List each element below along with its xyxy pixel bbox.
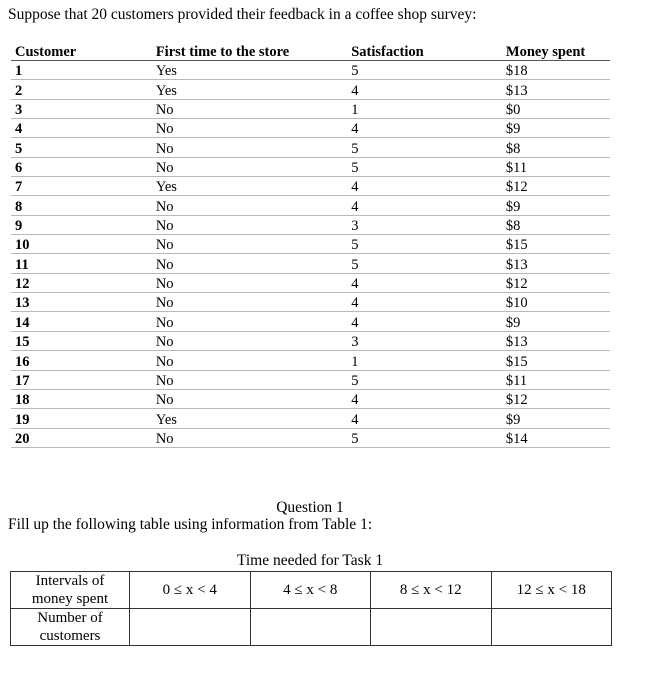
intervals-label: [11, 572, 130, 609]
count-label-line2: customers: [39, 628, 101, 644]
table-row: [11, 216, 610, 235]
count-answer-cell[interactable]: [371, 609, 492, 646]
cell-customer: 5: [15, 140, 23, 157]
count-answer-cell[interactable]: [130, 609, 251, 646]
cell-first-time: No: [155, 218, 174, 235]
cell-satisfaction: 4: [351, 121, 359, 138]
cell-first-time: Yes: [155, 82, 177, 99]
table-row: [11, 138, 610, 157]
table-row: [11, 119, 610, 138]
cell-first-time: Yes: [155, 411, 177, 428]
question-title: Question 1: [276, 499, 344, 516]
cell-customer: 1: [15, 63, 23, 80]
cell-first-time: No: [155, 314, 174, 331]
count-answer-cell[interactable]: [250, 609, 371, 646]
cell-first-time: No: [155, 237, 174, 254]
cell-customer: 11: [15, 256, 29, 273]
cell-satisfaction: 5: [351, 430, 359, 447]
cell-money-spent: $9: [505, 411, 521, 428]
cell-satisfaction: 1: [351, 353, 359, 370]
cell-first-time: No: [155, 102, 174, 119]
cell-satisfaction: 5: [351, 140, 359, 157]
cell-satisfaction: 5: [351, 256, 359, 273]
cell-customer: 12: [15, 276, 30, 293]
intervals-label-line2: money spent: [31, 591, 109, 607]
cell-satisfaction: 4: [351, 179, 359, 196]
header-customer: Customer: [15, 44, 77, 60]
cell-first-time: No: [155, 256, 174, 273]
cell-money-spent: $8: [505, 218, 521, 235]
cell-first-time: No: [155, 372, 174, 389]
cell-first-time: No: [155, 430, 174, 447]
cell-first-time: No: [155, 276, 174, 293]
cell-customer: 18: [15, 392, 30, 409]
cell-money-spent: $15: [505, 237, 528, 254]
cell-first-time: No: [155, 198, 174, 215]
survey-table: [11, 41, 610, 448]
answer-table: [10, 571, 612, 646]
cell-money-spent: $9: [505, 121, 521, 138]
cell-money-spent: $14: [505, 430, 528, 447]
cell-customer: 13: [15, 295, 30, 312]
cell-satisfaction: 4: [351, 314, 359, 331]
cell-customer: 3: [15, 102, 23, 119]
cell-customer: 4: [15, 121, 23, 138]
cell-money-spent: $11: [505, 372, 528, 389]
task-table-caption: Time needed for Task 1: [236, 552, 384, 569]
cell-satisfaction: 4: [351, 82, 359, 99]
table-row: [11, 293, 610, 312]
cell-customer: 16: [15, 353, 30, 370]
table-row: [11, 351, 610, 370]
cell-satisfaction: 3: [351, 218, 359, 235]
cell-satisfaction: 4: [351, 295, 359, 312]
cell-money-spent: $9: [505, 314, 521, 331]
cell-first-time: No: [155, 121, 174, 138]
cell-satisfaction: 1: [351, 102, 359, 119]
cell-money-spent: $13: [505, 256, 528, 273]
header-money-spent: Money spent: [505, 44, 586, 60]
cell-customer: 9: [15, 218, 23, 235]
cell-satisfaction: 5: [351, 63, 359, 80]
intro-text: Suppose that 20 customers provided their feedback in a coffee shop survey:: [8, 6, 477, 23]
cell-customer: 7: [15, 179, 23, 196]
header-first-time: First time to the store: [155, 44, 290, 60]
interval-cell: 0 ≤ x < 4: [130, 572, 251, 609]
cell-first-time: No: [155, 295, 174, 312]
table-row: [11, 371, 610, 390]
table-row: [11, 61, 610, 80]
interval-cell: 8 ≤ x < 12: [371, 572, 492, 609]
cell-money-spent: $0: [505, 102, 521, 119]
cell-money-spent: $10: [505, 295, 528, 312]
question-instruction: Fill up the following table using information from Table 1:: [8, 516, 373, 533]
cell-customer: 10: [15, 237, 30, 254]
cell-money-spent: $15: [505, 353, 528, 370]
cell-customer: 19: [15, 411, 30, 428]
cell-satisfaction: 5: [351, 160, 359, 177]
cell-money-spent: $11: [505, 160, 528, 177]
cell-satisfaction: 4: [351, 276, 359, 293]
cell-first-time: No: [155, 140, 174, 157]
table-row: [11, 100, 610, 119]
cell-first-time: No: [155, 392, 174, 409]
cell-first-time: Yes: [155, 179, 177, 196]
table-row: [11, 254, 610, 273]
table-row: [11, 80, 610, 99]
table-row: [11, 196, 610, 215]
survey-header-row: [11, 41, 610, 61]
table-row: [11, 177, 610, 196]
cell-first-time: Yes: [155, 63, 177, 80]
cell-satisfaction: 5: [351, 237, 359, 254]
cell-customer: 6: [15, 160, 23, 177]
cell-money-spent: $12: [505, 392, 528, 409]
intervals-row: [11, 572, 612, 609]
interval-cell: 12 ≤ x < 18: [491, 572, 612, 609]
cell-first-time: No: [155, 353, 174, 370]
table-row: [11, 235, 610, 254]
cell-money-spent: $13: [505, 334, 528, 351]
table-row: [11, 429, 610, 448]
cell-satisfaction: 4: [351, 392, 359, 409]
cell-customer: 15: [15, 334, 30, 351]
table-row: [11, 274, 610, 293]
header-satisfaction: Satisfaction: [351, 44, 424, 60]
cell-money-spent: $9: [505, 198, 521, 215]
count-label: [11, 609, 130, 646]
cell-customer: 8: [15, 198, 23, 215]
table-row: [11, 332, 610, 351]
intervals-label-line1: Intervals of: [35, 573, 105, 589]
count-row: [11, 609, 612, 646]
cell-money-spent: $13: [505, 82, 528, 99]
cell-customer: 20: [15, 430, 30, 447]
cell-customer: 2: [15, 82, 23, 99]
cell-satisfaction: 4: [351, 411, 359, 428]
cell-satisfaction: 3: [351, 334, 359, 351]
table-row: [11, 312, 610, 331]
table-row: [11, 158, 610, 177]
cell-customer: 17: [15, 372, 30, 389]
table-row: [11, 409, 610, 428]
cell-money-spent: $12: [505, 276, 528, 293]
cell-money-spent: $8: [505, 140, 521, 157]
cell-customer: 14: [15, 314, 30, 331]
count-answer-cell[interactable]: [491, 609, 612, 646]
table-row: [11, 390, 610, 409]
cell-money-spent: $18: [505, 63, 528, 80]
cell-first-time: No: [155, 334, 174, 351]
interval-cell: 4 ≤ x < 8: [250, 572, 371, 609]
count-label-line1: Number of: [37, 610, 103, 626]
cell-first-time: No: [155, 160, 174, 177]
cell-money-spent: $12: [505, 179, 528, 196]
cell-satisfaction: 5: [351, 372, 359, 389]
cell-satisfaction: 4: [351, 198, 359, 215]
